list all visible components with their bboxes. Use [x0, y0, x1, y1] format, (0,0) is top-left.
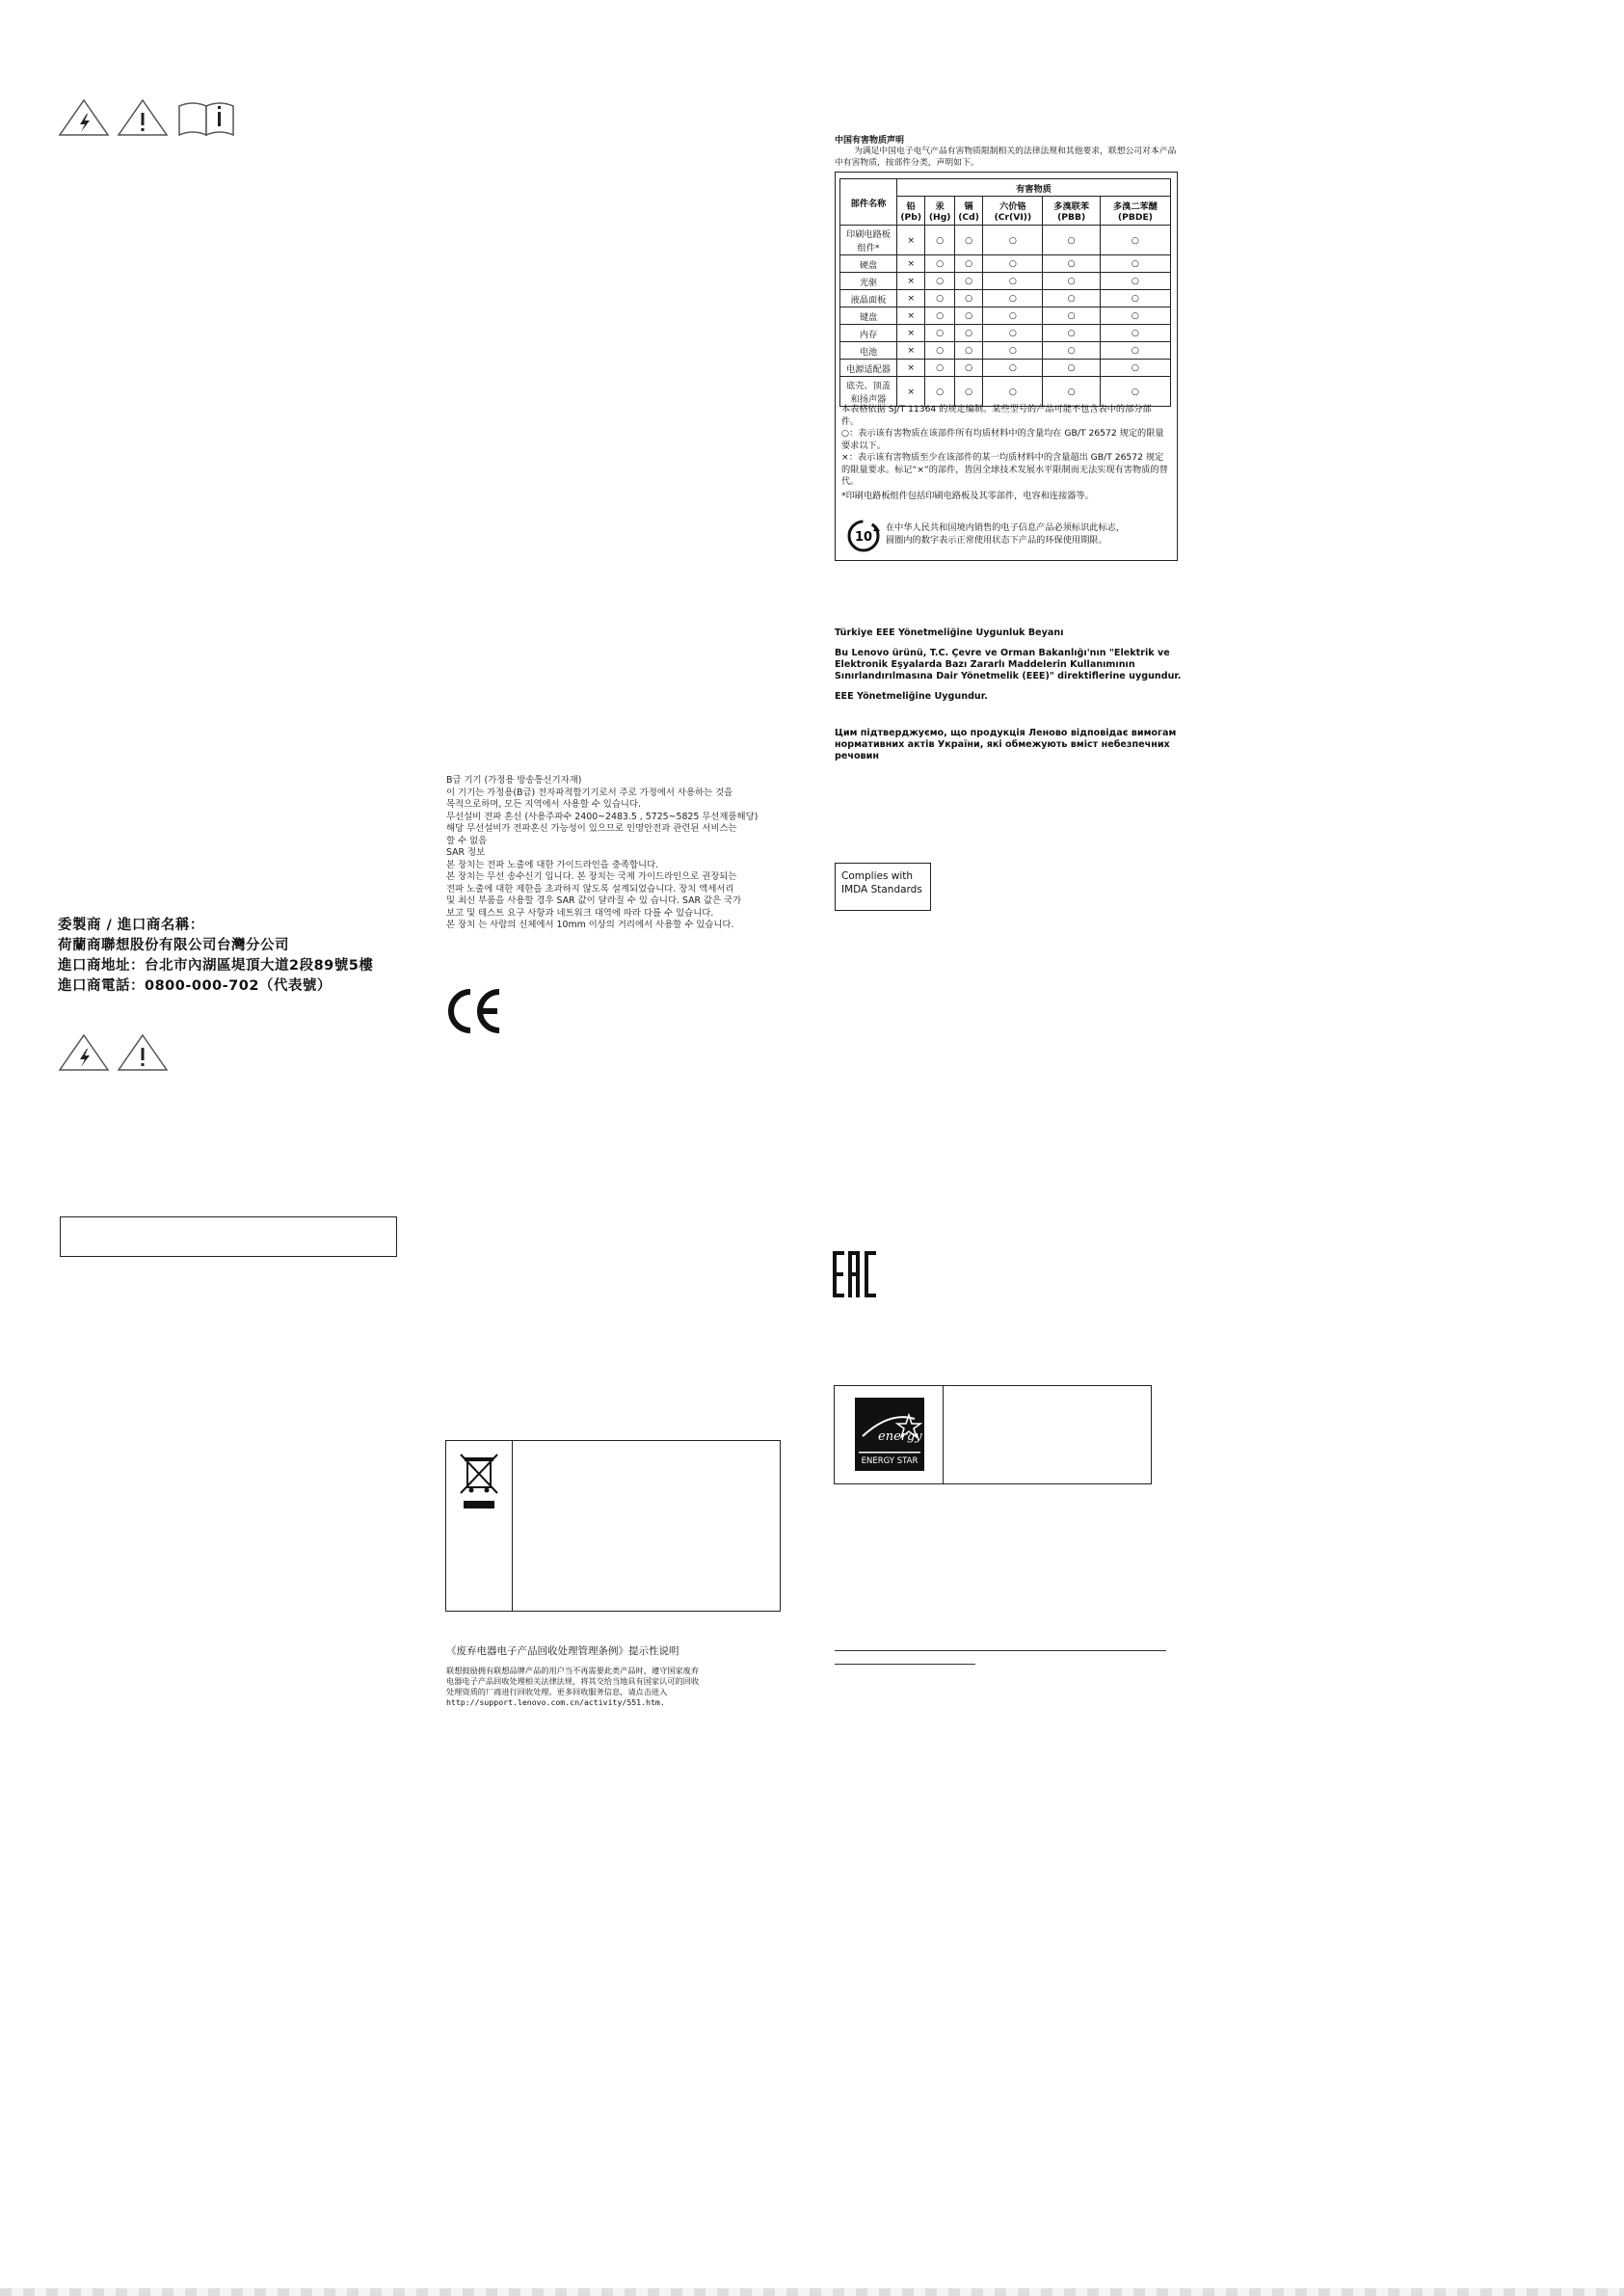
read-manual-icon [179, 103, 233, 135]
rohs-row [840, 342, 1171, 360]
energy-script: energy [878, 1429, 922, 1444]
rohs-value-cell: ○ [983, 360, 1043, 377]
rohs-value-cell: ○ [954, 342, 982, 360]
china-recycle-body [446, 1666, 699, 1708]
korea-line: 이 기기는 가정용(B급) 전자파적합기기로서 주로 가정에서 사용하는 것을 [446, 787, 733, 798]
rohs-value-cell: ○ [983, 307, 1043, 325]
importer-company: 荷蘭商聯想股份有限公司台灣分公司 [58, 938, 289, 953]
rohs-value-cell: ○ [954, 255, 982, 273]
safety-icons-top [58, 96, 241, 137]
energy-star-frame [834, 1385, 1152, 1484]
korea-line: B급 기기 (가정용 방송통신기자재) [446, 775, 582, 786]
blank-frame [60, 1216, 397, 1257]
recycle-link[interactable]: http://support.lenovo.com.cn/activity/551.htm. [446, 1697, 665, 1707]
rohs-value-cell: ○ [1100, 360, 1170, 377]
korea-line: 보고 및 테스트 요구 사항과 네트워크 대역에 따라 다를 수 있습니다. [446, 907, 714, 919]
rohs-value-cell: ○ [925, 377, 954, 407]
rohs-row [840, 360, 1171, 377]
korea-line: 본 장치 는 사람의 신체에서 10mm 이상의 거리에서 사용할 수 있습니다. [446, 920, 734, 930]
rohs-value-cell: ○ [1043, 377, 1100, 407]
rohs-part-cell: 液晶面板 [840, 290, 897, 307]
rohs-note: ○：表示该有害物质在该部件所有均质材料中的含量均在 GB/T 26572 规定的限量要求以下。 [841, 428, 1164, 451]
rohs-part-cell: 内存 [840, 325, 897, 342]
recycle-line: 电器电子产品回收处理相关法律法规，将其交给当地具有国家认可的回收 [446, 1676, 700, 1686]
weee-icon-cell [446, 1441, 513, 1611]
rohs-value-cell: ○ [983, 377, 1043, 407]
rohs-value-cell: ○ [954, 226, 982, 255]
korea-line: 해당 무선설비가 전파혼신 가능성이 있으므로 인명안전과 관련된 서비스는 [446, 823, 737, 834]
rohs-value-cell: × [897, 342, 925, 360]
energy-label: ENERGY STAR [861, 1456, 918, 1466]
rohs-value-cell: ○ [954, 307, 982, 325]
rohs-part-cell: 硬盘 [840, 255, 897, 273]
rohs-row [840, 325, 1171, 342]
korea-line: 목적으로하며, 모든 지역에서 사용할 수 있습니다. [446, 799, 641, 810]
rohs-value-cell: ○ [983, 342, 1043, 360]
china-rohs-title: 中国有害物质声明 [835, 136, 905, 146]
rohs-value-cell: ○ [954, 273, 982, 290]
korea-line: 할 수 없음 [446, 835, 488, 846]
rohs-value-cell: ○ [1043, 342, 1100, 360]
rohs-value-cell: × [897, 255, 925, 273]
rohs-value-cell: ○ [983, 255, 1043, 273]
rohs-col-header: 铅(Pb) [897, 197, 925, 226]
rohs-value-cell: × [897, 377, 925, 407]
rohs-value-cell: × [897, 360, 925, 377]
china-rohs-intro: 为满足中国电子电气产品有害物质限制相关的法律法规和其他要求，联想公司对本产品中有害物质，按部件分类，声明如下。 [835, 147, 1177, 168]
crossed-out-wheelie-bin-icon [446, 1449, 512, 1526]
rohs-notes [841, 404, 1169, 502]
rohs-value-cell: × [897, 325, 925, 342]
imda-line1: Complies with [841, 870, 914, 882]
rohs-value-cell: × [897, 226, 925, 255]
rohs-value-cell: × [897, 290, 925, 307]
energy-divider [943, 1386, 944, 1483]
rohs-value-cell: ○ [954, 325, 982, 342]
rohs-value-cell: ○ [1100, 255, 1170, 273]
rohs-value-cell: ○ [925, 360, 954, 377]
rohs-value-cell: ○ [1100, 290, 1170, 307]
rohs-value-cell: ○ [1100, 307, 1170, 325]
electric-hazard-icon [60, 1035, 108, 1070]
china-rohs-frame [835, 172, 1178, 561]
rohs-footer-line: 在中华人民共和国境内销售的电子信息产品必须标识此标志， [886, 522, 1126, 533]
rohs-value-cell: ○ [1043, 273, 1100, 290]
rohs-row [840, 226, 1171, 255]
rohs-value-cell: ○ [1043, 325, 1100, 342]
rohs-row [840, 307, 1171, 325]
rohs-note: ×：表示该有害物质至少在该部件的某一均质材料中的含量超出 GB/T 26572 规定的限量要求。标记“×”的部件，皆因全球技术发展水平限制而无法实现有害物质的替代。 [841, 452, 1168, 487]
turkey-ukraine-block [835, 627, 1201, 771]
rohs-note: *印刷电路板组件包括印刷电路板及其零部件，电容和连接器等。 [841, 490, 1094, 501]
korea-line: 및 최신 부품을 사용할 경우 SAR 값이 달라질 수 있 습니다. SAR 값은 국가 [446, 895, 742, 906]
rohs-col-header: 镉(Cd) [954, 197, 982, 226]
rohs-value-cell: ○ [983, 290, 1043, 307]
rohs-value-cell: ○ [925, 342, 954, 360]
rohs-value-cell: ○ [983, 226, 1043, 255]
rohs-value-cell: × [897, 307, 925, 325]
rohs-row [840, 255, 1171, 273]
ukraine-body: Цим підтверджуємо, що продукція Леново відповідає вимогам нормативних актів України, які обмежують вміст небезпечних речовин [835, 728, 1177, 761]
turkey-title: Türkiye EEE Yönetmeliğine Uygunluk Beyanı [835, 627, 1064, 638]
turkey-footer: EEE Yönetmeliğine Uygundur. [835, 691, 988, 702]
signature-line [835, 1650, 1166, 1651]
signature-line-short [835, 1664, 975, 1665]
korea-line: 본 장치는 전파 노출에 대한 가이드라인을 충족합니다. [446, 859, 659, 870]
rohs-value-cell: ○ [1100, 226, 1170, 255]
safety-icons-second [58, 1031, 173, 1072]
rohs-value-cell: ○ [1100, 377, 1170, 407]
rohs-col-header: 六价铬 (Cr(VI)) [983, 197, 1043, 226]
epup-number: 10 [854, 530, 873, 545]
rohs-row [840, 273, 1171, 290]
rohs-value-cell: ○ [925, 273, 954, 290]
rohs-value-cell: ○ [925, 307, 954, 325]
rohs-part-cell: 底壳、顶盖 和扬声器 [840, 377, 897, 407]
taiwan-importer-info [58, 916, 373, 997]
warning-icon [119, 1035, 167, 1070]
importer-phone: 進口商電話：0800-000-702（代表號） [58, 978, 332, 994]
rohs-value-cell: ○ [1100, 273, 1170, 290]
rohs-part-cell: 键盘 [840, 307, 897, 325]
rohs-value-cell: ○ [1043, 360, 1100, 377]
rohs-value-cell: ○ [1043, 290, 1100, 307]
rohs-value-cell: ○ [954, 290, 982, 307]
warning-icon [119, 100, 167, 135]
turkey-body: Bu Lenovo ürünü, T.C. Çevre ve Orman Bakanlığı'nın "Elektrik ve Elektronik Eşyalarda Bazı Zararlı Maddelerin Kullanımının Sınırlandırılmasına Dair Yönetmelik (EEE)" direktiflerine uygundur. [835, 648, 1182, 681]
rohs-value-cell: ○ [1100, 325, 1170, 342]
rohs-value-cell: ○ [1100, 342, 1170, 360]
rohs-col-header: 多溴二苯醚 (PBDE) [1100, 197, 1170, 226]
rohs-footer-line: 圆圈内的数字表示正常使用状态下产品的环保使用期限。 [886, 535, 1107, 546]
imda-line2: IMDA Standards [841, 884, 922, 895]
korea-line: 본 장치는 무선 송수신기 입니다. 본 장치는 국제 가이드라인으로 권장되는 [446, 871, 737, 882]
imda-label [835, 863, 931, 911]
eac-mark [833, 1251, 879, 1301]
recycle-line: 处理资质的厂商进行回收处理。更多回收服务信息，请点击进入 [446, 1687, 668, 1696]
recycle-line: 联想鼓励拥有联想品牌产品的用户当不再需要此类产品时，遵守国家废弃 [446, 1666, 700, 1675]
electric-hazard-icon [60, 100, 108, 135]
rohs-table [839, 178, 1171, 407]
rohs-value-cell: ○ [954, 360, 982, 377]
korea-line: 무선설비 전파 혼신 (사용주파수 2400~2483.5 , 5725~5825 무선제품해당) [446, 811, 759, 822]
rohs-value-cell: ○ [925, 290, 954, 307]
rohs-value-cell: ○ [925, 255, 954, 273]
rohs-value-cell: ○ [1043, 255, 1100, 273]
rohs-col-header: 汞(Hg) [925, 197, 954, 226]
importer-address: 進口商地址：台北市內湖區堤頂大道2段89號5樓 [58, 958, 374, 974]
importer-name-label: 委製商 / 進口商名稱： [58, 918, 204, 933]
korea-notice [446, 775, 774, 932]
rohs-group-header: 有害物质 [897, 179, 1171, 197]
rohs-value-cell: ○ [954, 377, 982, 407]
rohs-row [840, 377, 1171, 407]
print-margin-bar [0, 2288, 1624, 2296]
weee-frame [445, 1440, 781, 1612]
rohs-part-cell: 光驱 [840, 273, 897, 290]
rohs-value-cell: ○ [983, 273, 1043, 290]
rohs-value-cell: ○ [1043, 226, 1100, 255]
china-recycle-title: 《废弃电器电子产品回收处理管理条例》提示性说明 [446, 1645, 679, 1657]
epup-10-icon [845, 518, 882, 554]
ce-mark [445, 988, 505, 1038]
rohs-part-cell: 电池 [840, 342, 897, 360]
rohs-footer [886, 521, 1125, 547]
rohs-value-cell: × [897, 273, 925, 290]
korea-line: SAR 정보 [446, 847, 486, 858]
rohs-part-cell: 印刷电路板 组件* [840, 226, 897, 255]
rohs-part-cell: 电源适配器 [840, 360, 897, 377]
rohs-col-header: 多溴联苯 (PBB) [1043, 197, 1100, 226]
rohs-value-cell: ○ [983, 325, 1043, 342]
rohs-value-cell: ○ [1043, 307, 1100, 325]
rohs-value-cell: ○ [925, 325, 954, 342]
energy-star-logo [855, 1398, 924, 1471]
rohs-part-header: 部件名称 [840, 179, 897, 226]
korea-line: 전파 노출에 대한 제한을 초과하지 않도록 설계되었습니다. 장치 액세서리 [446, 883, 734, 894]
rohs-value-cell: ○ [925, 226, 954, 255]
rohs-row [840, 290, 1171, 307]
rohs-note: 本表格依据 SJ/T 11364 的规定编制。某些型号的产品可能不包含表中的部分部件。 [841, 404, 1152, 427]
